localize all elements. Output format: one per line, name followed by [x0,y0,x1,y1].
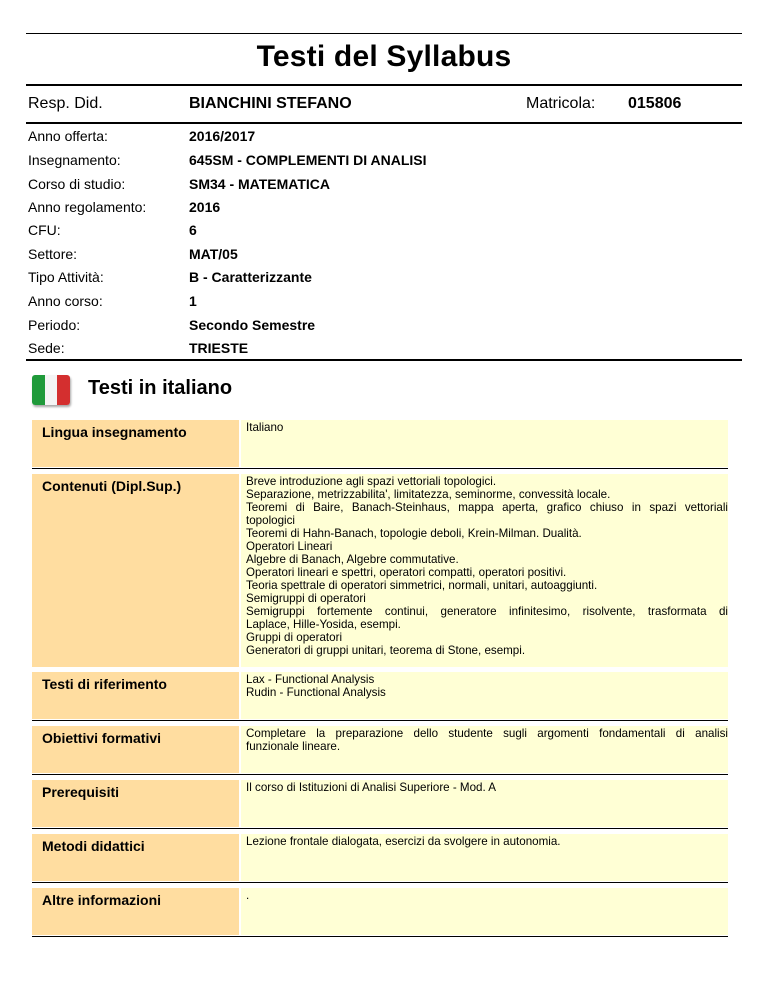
content-line: Breve introduzione agli spazi vettoriali topologici. [246,475,497,488]
row-content [241,474,728,667]
content-line: funzionale lineare. [246,740,341,753]
section-heading [32,373,432,407]
row-label: Contenuti (Dipl.Sup.) [32,474,239,667]
content-line: Gruppi di operatori [246,631,343,644]
info-value: 645SM - COMPLEMENTI DI ANALISI [189,152,427,168]
info-label: Corso di studio: [28,176,126,192]
row-label: Altre informazioni [32,888,239,935]
info-value: 1 [189,293,197,309]
table-row [32,726,728,773]
info-label: CFU: [28,222,61,238]
row-label: Testi di riferimento [32,672,239,719]
info-value: 6 [189,222,197,238]
content-line: Generatori di gruppi unitari, teorema di Stone, esempi. [246,644,526,657]
info-label: Sede: [28,340,65,356]
row-content [241,888,728,935]
content-line: Separazione, metrizzabilita', limitatezza, seminorme, convessità locale. [246,488,611,501]
content-line: Algebre di Banach, Algebre commutative. [246,553,459,566]
content-line: Italiano [246,421,284,434]
row-label: Prerequisiti [32,780,239,827]
info-value: MAT/05 [189,246,238,262]
content-line: Rudin - Functional Analysis [246,686,386,699]
info-label: Anno offerta: [28,128,108,144]
info-value: 2016 [189,199,221,215]
table-row [32,420,728,467]
info-value: TRIESTE [189,340,249,356]
content-line: Completare la preparazione dello studente sugli argomenti fondamentali di analisi [246,727,728,740]
row-divider [32,936,728,937]
header-rule [26,122,742,124]
resp-did-name: BIANCHINI STEFANO [189,95,352,112]
info-label: Anno corso: [28,293,103,309]
content-line: topologici [246,514,295,527]
row-content [241,672,728,719]
info-value: Secondo Semestre [189,317,316,333]
content-line: Lax - Functional Analysis [246,673,375,686]
section-title: Testi in italiano [88,377,233,399]
content-line: Lezione frontale dialogata, esercizi da svolgere in autonomia. [246,835,561,848]
row-content [241,780,728,827]
info-bottom-rule [26,359,742,361]
content-line: Operatori lineari e spettri, operatori compatti, operatori positivi. [246,566,567,579]
italian-flag-icon [32,375,70,405]
info-label: Settore: [28,246,78,262]
table-row [32,888,728,935]
row-divider [32,882,728,883]
table-row [32,780,728,827]
matricola-label: Matricola: [526,95,596,112]
matricola-value: 015806 [628,95,682,112]
row-content [241,420,728,467]
row-divider [32,828,728,829]
row-content [241,834,728,881]
page-title: Testi del Syllabus [256,40,512,73]
content-line: Semigruppi fortemente continui, generatore infinitesimo, risolvente, trasformata di [246,605,728,618]
row-label: Metodi didattici [32,834,239,881]
info-value: SM34 - MATEMATICA [189,176,331,192]
content-line: . [246,889,250,902]
content-line: Il corso di Istituzioni di Analisi Superiore - Mod. A [246,781,497,794]
info-value: B - Caratterizzante [189,269,312,285]
resp-did-label: Resp. Did. [28,95,103,112]
table-row [32,474,728,667]
row-divider [32,468,728,469]
info-value: 2016/2017 [189,128,256,144]
content-line: Teoremi di Baire, Banach-Steinhaus, mappa aperta, grafico chiuso in spazi vettoriali [246,501,728,514]
row-divider [32,720,728,721]
content-line: Operatori Lineari [246,540,333,553]
row-label: Obiettivi formativi [32,726,239,773]
info-label: Tipo Attività: [28,269,104,285]
table-row [32,834,728,881]
content-line: Teoremi di Hahn-Banach, topologie deboli, Krein-Milman. Dualità. [246,527,582,540]
content-line: Laplace, Hille-Yosida, esempi. [246,618,401,631]
row-divider [32,774,728,775]
info-label: Periodo: [28,317,81,333]
title-rule [26,84,742,86]
row-content [241,726,728,773]
info-label: Anno regolamento: [28,199,147,215]
table-row [32,672,728,719]
info-label: Insegnamento: [28,152,121,168]
content-line: Semigruppi di operatori [246,592,366,605]
top-rule [26,33,742,34]
content-line: Teoria spettrale di operatori simmetrici, normali, unitari, autoaggiunti. [246,579,598,592]
row-label: Lingua insegnamento [32,420,239,467]
